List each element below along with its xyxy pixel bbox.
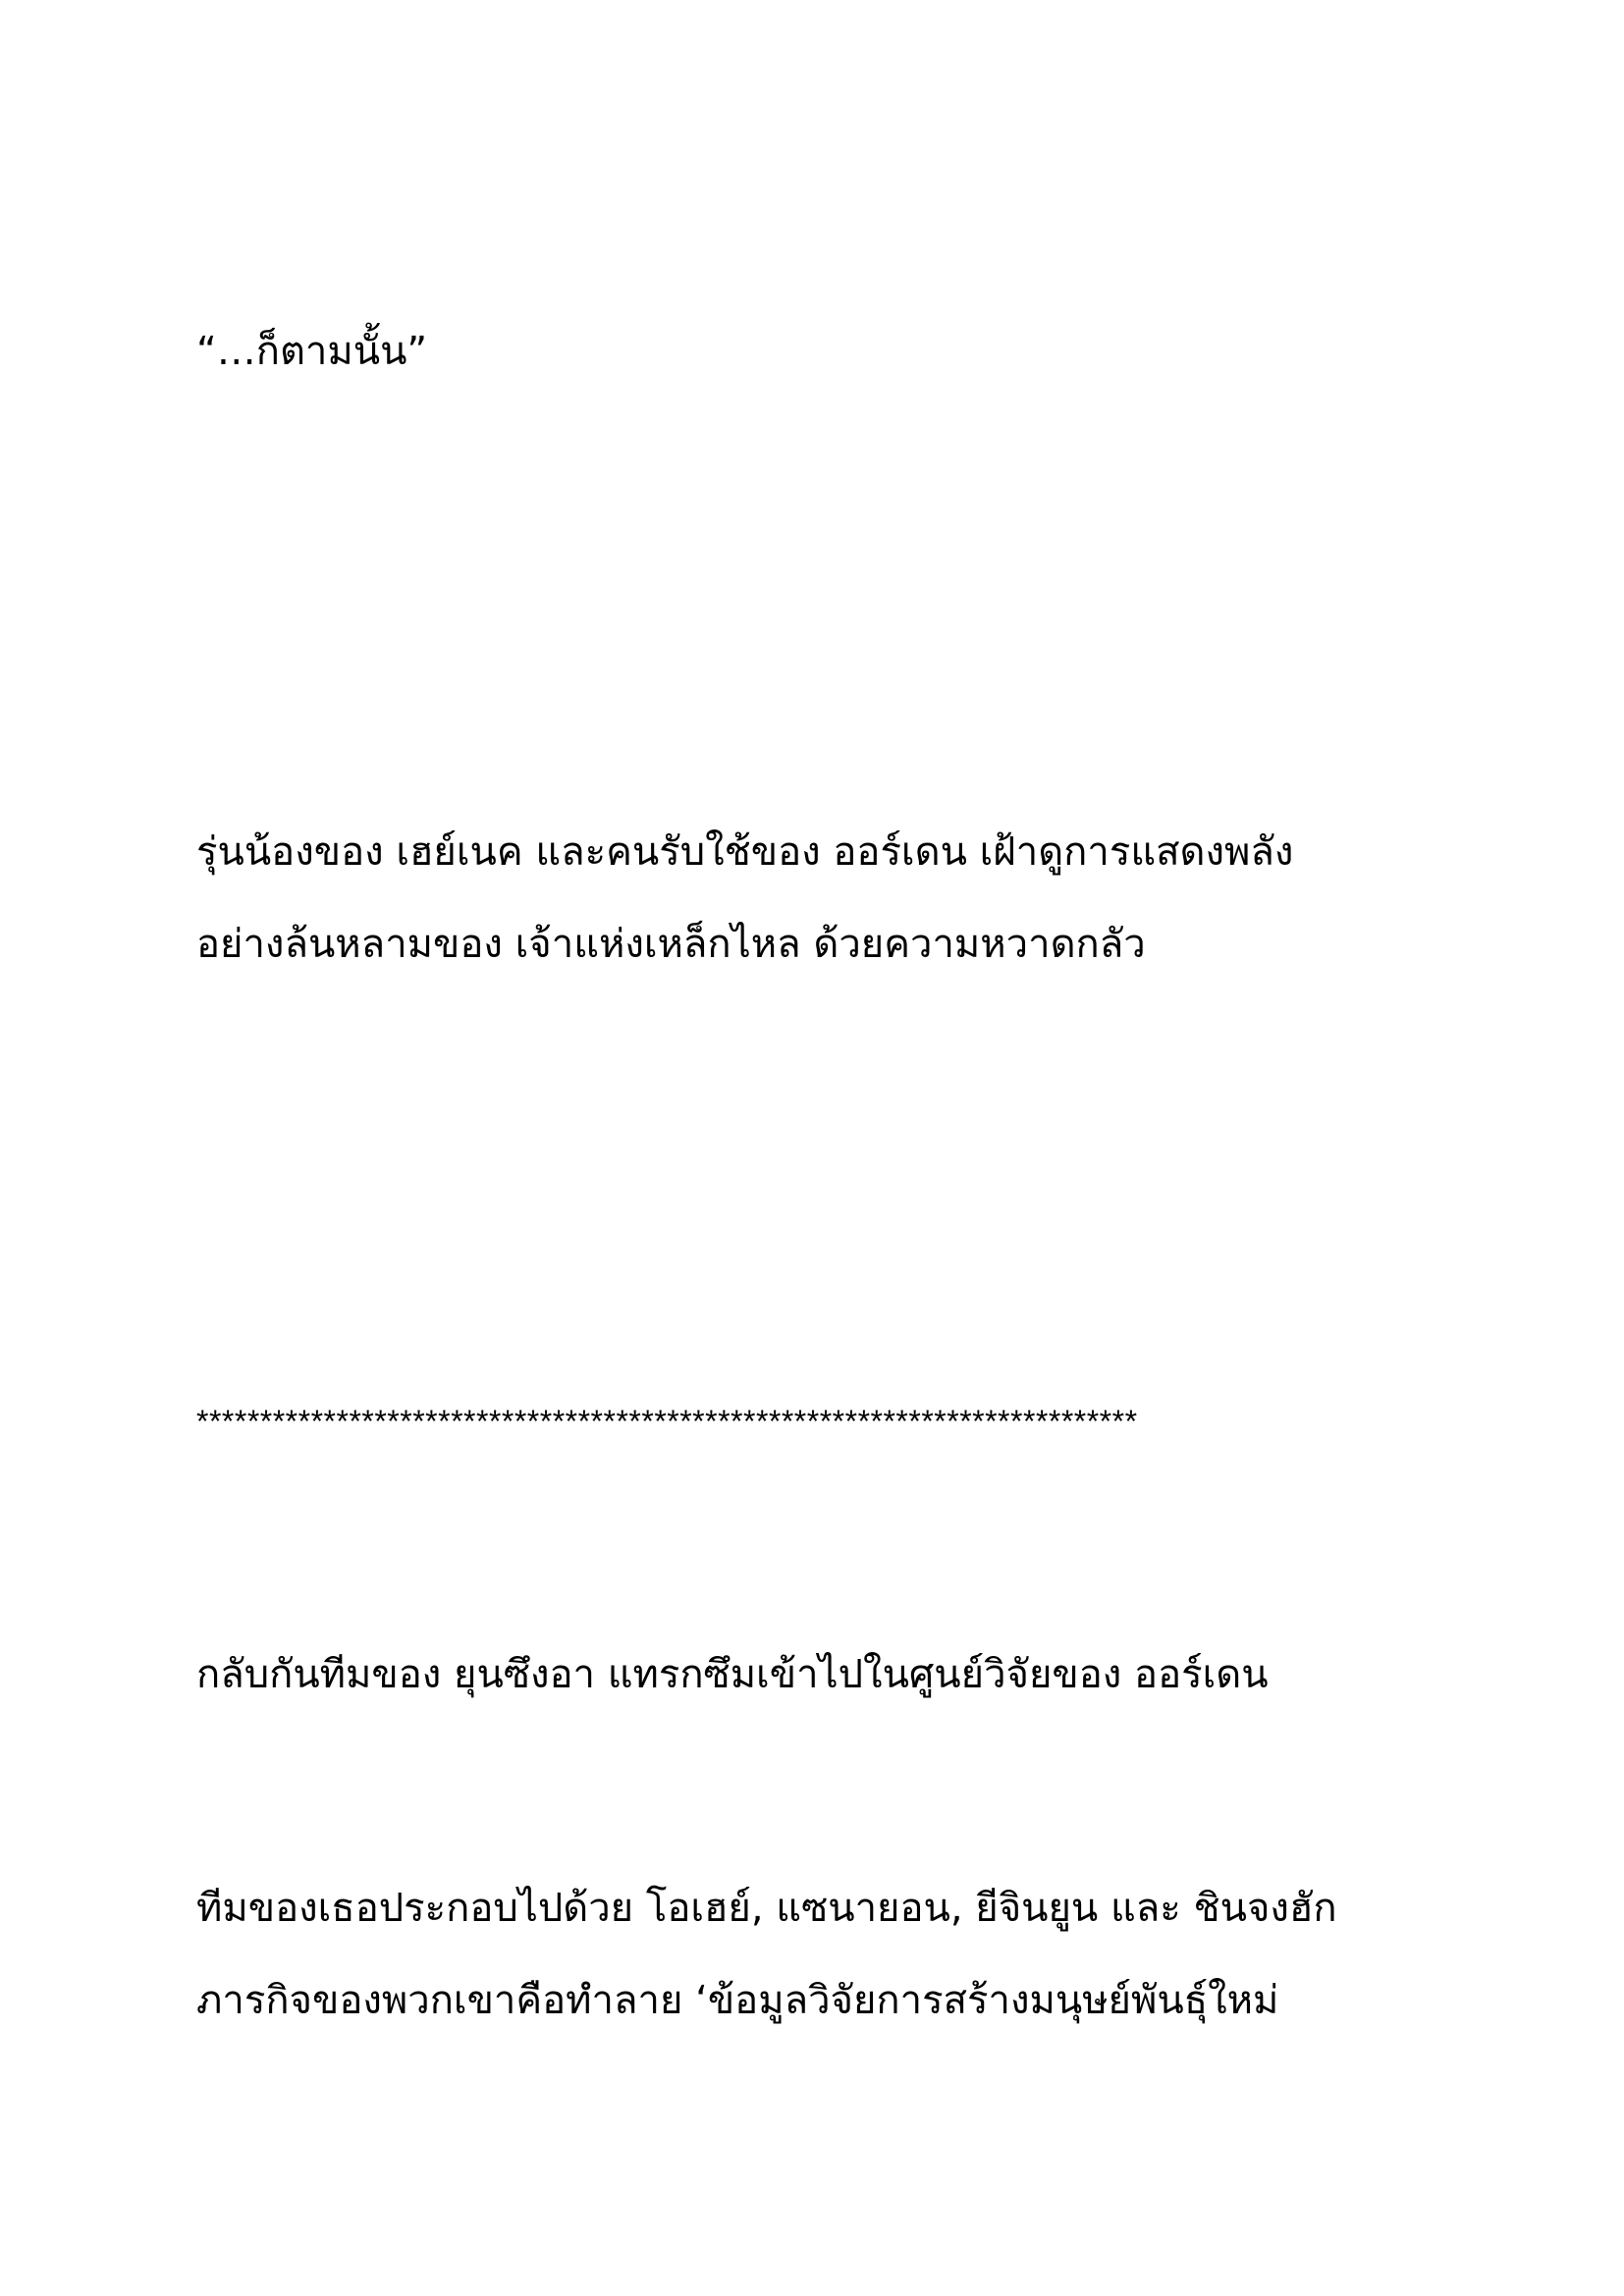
paragraph-line: อย่างล้นหลามของ เจ้าแห่งเหล็กไหล ด้วยความหวาดกลัว: [196, 922, 1146, 967]
paragraph-line: ทีมของเธอประกอบไปด้วย โอเฮย์, แซนายอน, ยีจินยูน และ ชินจงฮัก: [196, 1886, 1337, 1931]
paragraph-line: ภารกิจของพวกเขาคือทำลาย ‘ข้อมูลวิจัยการสร้างมนุษย์พันธุ์ใหม่: [196, 1978, 1279, 2023]
scene-separator: **************************************************************************: [196, 1404, 1138, 1439]
dialogue-line: “…ก็ตามนั้น”: [196, 329, 428, 374]
paragraph-line: รุ่นน้องของ เฮย์เนค และคนรับใช้ของ ออร์เดน เฝ้าดูการแสดงพลัง: [196, 829, 1294, 875]
paragraph-line: กลับกันทีมของ ยุนซึงอา แทรกซึมเข้าไปในศูนย์วิจัยของ ออร์เดน: [196, 1652, 1269, 1697]
